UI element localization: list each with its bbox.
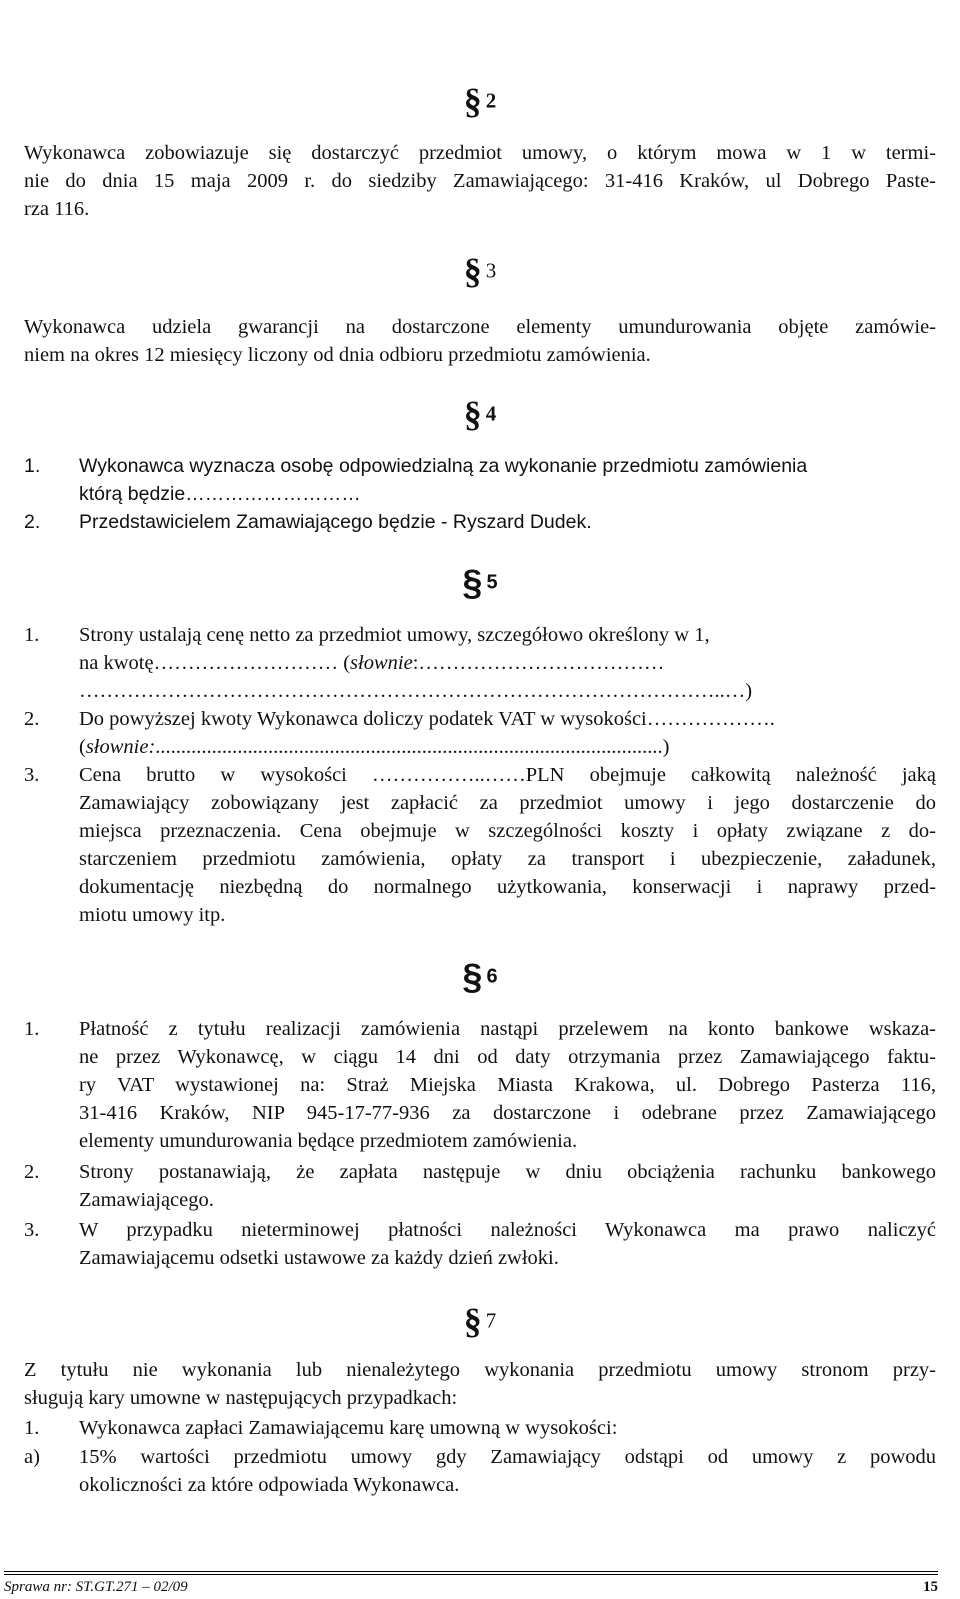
item-number: 1. [24, 455, 41, 477]
text-line: dokumentację niezbędną do normalnego użytkowania, konserwacji i naprawy przed- [79, 876, 936, 898]
section-2-text [24, 139, 936, 223]
text-line: którą będzie……………………… [79, 483, 361, 505]
section-heading-7 [0, 1300, 960, 1342]
text-fragment: ...................................................................................................) [155, 736, 670, 758]
text-line: Wykonawca udziela gwarancji na dostarczone elementy umundurowania objęte zamówie- [24, 316, 936, 338]
item-number: 2. [24, 1161, 40, 1183]
text-line: W przypadku nieterminowej płatności należności Wykonawca ma prawo naliczyć [79, 1219, 936, 1241]
text-fragment: ( [79, 736, 86, 758]
section-number: 4 [485, 401, 497, 426]
text-line: 31-416 Kraków, NIP 945-17-77-936 za dostarczone i odebrane przez Zamawiającego [79, 1102, 936, 1124]
text-line: Płatność z tytułu realizacji zamówienia nastąpi przelewem na konto bankowe wskaza- [79, 1018, 936, 1040]
text-line: miotu umowy itp. [79, 904, 226, 926]
section-7-intro [24, 1356, 936, 1412]
section-7-item-a [24, 1443, 936, 1499]
text-line: sługują kary umowne w następujących przypadkach: [24, 1387, 458, 1409]
item-number: 3. [24, 1219, 40, 1241]
text-line: okoliczności za które odpowiada Wykonawca. [79, 1474, 460, 1496]
item-number: a) [24, 1446, 40, 1468]
text-line: Do powyższej kwoty Wykonawca doliczy podatek VAT w wysokości………………. [79, 708, 775, 730]
case-number: Sprawa nr: ST.GT.271 – 02/09 [4, 1579, 188, 1595]
text-line [79, 733, 936, 761]
text-line: Cena brutto w wysokości ……………..……PLN obejmuje całkowitą należność jaką [79, 764, 936, 786]
text-line: ne przez Wykonawcę, w ciągu 14 dni od daty otrzymania przez Zamawiającego faktu- [79, 1046, 936, 1068]
section-heading-4 [0, 393, 960, 435]
section-symbol: § [463, 81, 482, 121]
section-symbol: § [463, 1301, 482, 1341]
section-symbol: § [462, 562, 483, 603]
item-number: 2. [24, 511, 41, 533]
text-fragment: :……………………………… [412, 652, 665, 674]
section-heading-3 [0, 250, 960, 292]
text-line: elementy umundurowania będące przedmiotem zamówienia. [79, 1130, 578, 1152]
text-line: Strony postanawiają, że zapłata następuje w dniu obciążenia rachunku bankowego [79, 1161, 936, 1183]
text-line: Strony ustalają cenę netto za przedmiot umowy, szczegółowo określony w 1, [79, 624, 710, 646]
section-4-item-1 [24, 452, 936, 508]
text-line: Wykonawca zapłaci Zamawiającemu karę umowną w wysokości: [79, 1417, 618, 1439]
section-symbol: § [463, 251, 482, 291]
text-line: ry VAT wystawionej na: Straż Miejska Miasta Krakowa, ul. Dobrego Pasterza 116, [79, 1074, 936, 1096]
text-line: starczeniem przedmiotu zamówienia, opłaty za transport i ubezpieczenie, załadunek, [79, 848, 936, 870]
item-number: 1. [24, 1018, 40, 1040]
footer-rule [4, 1574, 938, 1575]
text-line: Zamawiający zobowiązany jest zapłacić za przedmiot umowy i jego dostarczenie do [79, 792, 936, 814]
text-line: Zamawiającego. [79, 1189, 214, 1211]
section-5-item-3 [24, 761, 936, 929]
text-line: nie do dnia 15 maja 2009 r. do siedziby Zamawiającego: 31-416 Kraków, ul Dobrego Paste- [24, 170, 936, 192]
section-number: 5 [486, 571, 498, 594]
section-6-item-1 [24, 1015, 936, 1155]
section-number: 2 [485, 88, 497, 113]
section-number: 6 [486, 965, 498, 988]
text-line: niem na okres 12 miesięcy liczony od dnia odbioru przedmiotu zamówienia. [24, 344, 651, 366]
section-heading-5 [0, 562, 960, 604]
section-6-item-2 [24, 1158, 936, 1214]
section-5-item-2 [24, 705, 936, 761]
item-number: 1. [24, 1417, 40, 1439]
section-number: 7 [485, 1308, 497, 1333]
section-heading-6 [0, 956, 960, 998]
text-line: Zamawiającemu odsetki ustawowe za każdy dzień zwłoki. [79, 1247, 559, 1269]
text-line: Przedstawicielem Zamawiającego będzie - Ryszard Dudek. [79, 511, 592, 533]
item-number: 3. [24, 764, 40, 786]
text-line: Wykonawca wyznacza osobę odpowiedzialną za wykonanie przedmiotu zamówienia [79, 455, 808, 477]
text-line: 15% wartości przedmiotu umowy gdy Zamawiający odstąpi od umowy z powodu [79, 1446, 936, 1468]
section-5-item-1 [24, 621, 936, 705]
section-symbol: § [463, 394, 482, 434]
text-line: miejsca przeznaczenia. Cena obejmuje w szczególności koszty i opłaty związane z do- [79, 820, 936, 842]
section-symbol: § [462, 956, 483, 997]
text-line: Z tytułu nie wykonania lub nienależytego wykonania przedmiotu umowy stronom przy- [24, 1359, 936, 1381]
section-heading-2 [0, 80, 960, 122]
section-6-item-3 [24, 1216, 936, 1272]
item-number: 1. [24, 624, 40, 646]
text-line: …………………………………………………………………………………..…) [79, 680, 753, 702]
footer-rule [4, 1571, 938, 1572]
text-line: rza 116. [24, 198, 90, 220]
section-number: 3 [485, 258, 497, 283]
text-line [79, 649, 936, 677]
text-line: Wykonawca zobowiazuje się dostarczyć przedmiot umowy, o którym mowa w 1 w termi- [24, 142, 936, 164]
text-fragment-italic: słownie [350, 652, 413, 674]
text-fragment: na kwotę……………………… ( [79, 652, 351, 674]
text-fragment-italic: słownie: [85, 736, 156, 758]
section-3-text [24, 313, 936, 369]
item-number: 2. [24, 708, 40, 730]
page-number: 15 [923, 1579, 938, 1595]
